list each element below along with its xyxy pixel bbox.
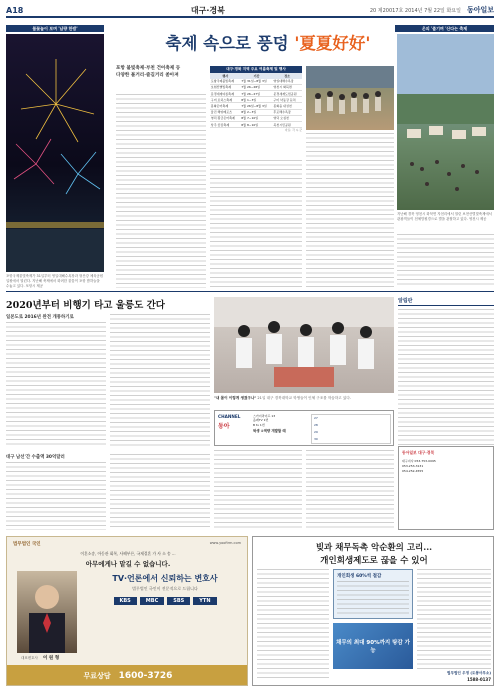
table-cell: 영일대해수욕장 [273, 79, 302, 85]
channel-item: 스카이라이프 13 [253, 414, 276, 418]
table-cell: 후포해수욕장 [273, 109, 302, 115]
table-cell: 8월 8~10일 [240, 121, 272, 127]
schedule-grid [311, 414, 391, 444]
lawyer-illustration [17, 571, 77, 653]
channel-box [214, 410, 394, 446]
ad2-promo-graphic: 채무의 최대 90%까지 탕감 가능 [333, 623, 413, 669]
paper-logo: 동아일보 [466, 6, 494, 14]
ad1-consult: 무료상담 [83, 672, 111, 680]
section-title: 대구·경북 [190, 5, 225, 15]
table-cell: 구미 낙동강 둔치 [273, 97, 302, 103]
airport-body-col1 [6, 322, 106, 448]
channel-item: 올레TV 1번 [253, 418, 269, 423]
schedule-title: 학생 ①역량 개발할 때 [253, 429, 286, 433]
table-cell: 구미 로하스축제 [210, 97, 240, 103]
table-cell: 8월 7~10일 [240, 115, 272, 121]
ad1-firm: 법무법인 국인 [13, 542, 41, 547]
contact-box [398, 446, 494, 530]
ad2-body-col1 [257, 569, 329, 681]
schedule-row: 30 [314, 437, 318, 441]
contact-row: 대구지사 053-753-0095 [402, 459, 436, 463]
lawyer-portrait [17, 571, 77, 653]
ad2-firm: 법무법인 우정 (도봉사무소) [447, 671, 491, 675]
students-photo [214, 297, 394, 393]
students-caption [214, 396, 394, 401]
ceremony-photo [306, 66, 394, 130]
festival-illustration [397, 34, 494, 210]
broadcast-logo: MBC [140, 597, 164, 605]
lawyer-name: 이 원 형 [43, 656, 60, 661]
airport-headline: 2020년부터 비행기 타고 울릉도 간다 [6, 300, 165, 311]
ceremony-illustration [306, 66, 394, 130]
ad1-banner: TV·언론에서 신뢰하는 변호사 [112, 574, 218, 583]
festival-table [210, 66, 302, 132]
broadcast-logo: KBS [114, 597, 137, 605]
export-body-col2 [110, 454, 210, 530]
students-illustration [214, 297, 394, 393]
ad1-phone: 1600-3726 [118, 671, 173, 681]
table-cell: 울진 해양레포츠 [210, 109, 240, 115]
export-body-col1 [6, 462, 106, 530]
airport-subhead: 일본도로 2016년 완전 개통하기로 [6, 315, 74, 320]
contact-row: 054-252-4555 [402, 469, 424, 473]
channel-brand: 동아 [218, 423, 230, 430]
table-cell: 7월 26일~8월 3일 [240, 103, 272, 109]
contact-title: 동아일보 대구·경북 [402, 450, 435, 455]
masthead [6, 4, 494, 18]
table-cell: 상주 곶감축제 [210, 121, 240, 127]
table-cell: 봉화은어축제 [210, 103, 240, 109]
law-firm-ad [6, 536, 248, 686]
ad2-headline2: 개인회생제도로 끊을 수 있어 [320, 556, 428, 566]
page-number: A18 [6, 5, 24, 15]
education-body-col1 [214, 450, 302, 530]
table-cell: 8월 1~3일 [240, 97, 272, 103]
education-body-col2 [306, 450, 394, 530]
festival-table-title: 대구·경북 지역 주요 여름축제 및 행사 [210, 66, 302, 73]
schedule-row: 27 [314, 416, 318, 420]
channel-item: B tv 1번 [253, 422, 265, 427]
article-body-col2 [210, 160, 302, 288]
photo-caption: 포항국제불빛축제가 31일부터 영일대해수욕장과 형산강 체육공원 일원에서 열린다. 지난해 축제에서 화려한 불꽃이 포항 밤하늘을 수놓고 있다. 포항시 제공 [6, 274, 104, 288]
broadcast-logo: YTN [193, 597, 216, 605]
schedule-row: 28 [314, 423, 318, 427]
top-subhead: 포항 불빛축제·부천 건어축제 등 다양한 볼거리·즐길거리 쏟아져 [116, 66, 181, 78]
fireworks-illustration [6, 34, 104, 272]
festival-photo [397, 34, 494, 210]
ad2-box-title: 개인회생 60%씩 절감 [337, 574, 382, 579]
right-photo-caption: 지난해 경북 영천시 화북면 자천리에서 열린 보현산별빛축제에서 관광객들이 천체망원경으로 별을 관찰하고 있다. 영천시 제공 [397, 212, 492, 222]
table-cell: 문경새재여름축제 [210, 90, 240, 96]
table-cell: 북천시민공원 [273, 121, 302, 127]
bulletin-title: 알림판 [398, 297, 494, 306]
lawyer-label: 대표변호사 [21, 656, 38, 660]
ad2-box-body [337, 581, 409, 615]
schedule-row: 29 [314, 430, 318, 434]
contact-row: 053-253-3131 [402, 464, 424, 468]
ad2-headline1: 빚과 채무독촉 악순환의 고리... [315, 543, 433, 553]
section-divider [6, 291, 494, 292]
table-cell: 영덕 황금은어축제 [210, 115, 240, 121]
ad2-phone: 1588-0137 [467, 677, 491, 682]
issue-date: 20 제20017호 2014년 7월 22일 화요일 [369, 7, 461, 14]
top-headline [118, 30, 418, 54]
airport-body-col2 [110, 314, 210, 448]
broadcast-logo: SBS [167, 597, 190, 605]
ad1-line2: 아무에게나 맡길 수 없습니다. [85, 560, 171, 568]
article-body-col3 [306, 133, 394, 288]
table-header: 기간 [253, 73, 260, 78]
side-label: 온의 '즐기며 '산다는 축제 [395, 25, 494, 32]
table-cell: 봉화읍 내성천 [273, 103, 302, 109]
table-cell: 영천시 화북면 [273, 84, 302, 90]
table-cell: 8월 2~3일 [240, 109, 272, 115]
article-body-col1 [116, 94, 206, 288]
table-cell: 7월 31일~8월 3일 [240, 79, 272, 85]
export-subhead: 대구 남선'간 수출액 30억달러 [6, 455, 65, 460]
top-headline-accent: '夏夏好好' [294, 34, 371, 53]
ad1-sub1: 법무법인 국인이 전문적으로 드립니다 [132, 586, 198, 591]
kicker: 불꽃놀이 보며 '납량 한밤' [6, 25, 104, 32]
ad1-line1: 이혼소송, 아동관 회복, 사해부른, 국제결혼 가 사 소 송 ... [80, 551, 176, 556]
contact-list [402, 459, 490, 474]
top-headline-text: 축제 속으로 풍덩 [165, 34, 295, 53]
students-caption-title: "내 몸이 이렇게 생겼구나" [214, 396, 257, 400]
bulletin-body [398, 309, 494, 447]
channel-label: CHANNEL [218, 414, 241, 419]
table-cell: 7월 26~27일 [240, 90, 272, 96]
ad1-consult-bar [7, 665, 248, 686]
table-cell: 7월 26~28일 [240, 84, 272, 90]
table-row [210, 121, 302, 127]
table-cell: 영덕 오십천 [273, 115, 302, 121]
debt-relief-ad [252, 536, 494, 686]
fireworks-photo [6, 34, 104, 272]
ad1-url: www.yoofirm.com [209, 541, 241, 545]
table-note: 자료: 각 시·군 [284, 128, 302, 133]
ad2-body-col2 [417, 569, 491, 669]
ad2-highlight-box [333, 569, 413, 619]
table-cell: 포항국제불빛축제 [210, 79, 240, 85]
table-cell: 문경새재도립공원 [273, 90, 302, 96]
students-caption-body: 21일 대구 경북대학교 학생들이 인체 구조를 학습하고 있다. [257, 396, 351, 400]
bulletin [398, 297, 494, 443]
table-cell: 보현산별빛축제 [210, 84, 240, 90]
article-body-col4 [397, 234, 494, 288]
channel-list [253, 414, 275, 427]
table-header: 장소 [284, 73, 291, 78]
festival-table-grid [210, 73, 302, 128]
table-header: 행사 [222, 73, 229, 78]
broadcast-logos [87, 597, 243, 605]
